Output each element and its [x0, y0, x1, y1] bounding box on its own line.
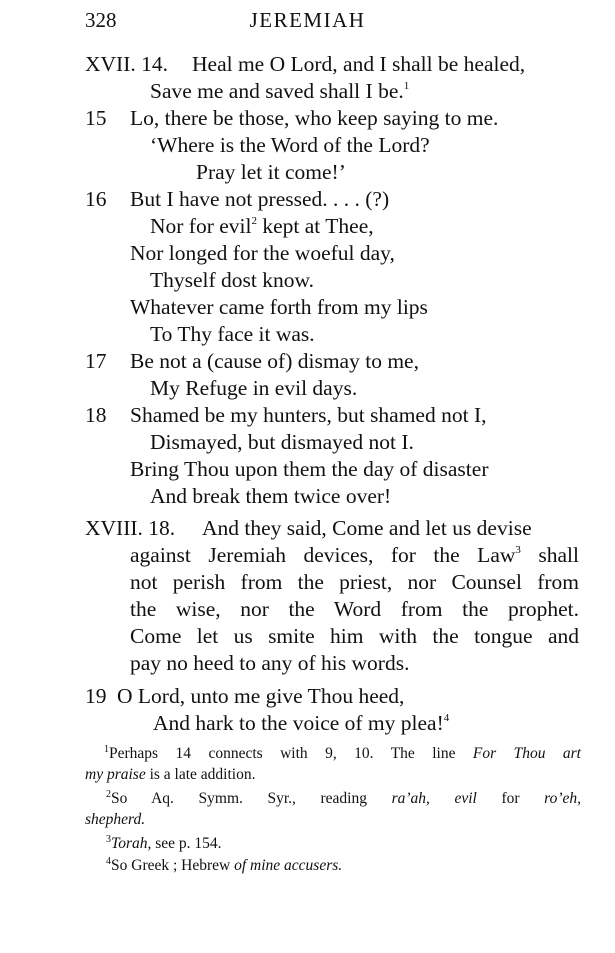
prose-line: pay no heed to any of his words. — [130, 651, 410, 675]
verse-line: Nor longed for the woeful day, — [130, 241, 395, 265]
verse-line: Bring Thou upon them the day of disaster — [130, 457, 489, 481]
footnote-marker: 4 — [443, 712, 450, 724]
verse-line: My Refuge in evil days. — [150, 376, 358, 400]
prose-line: Come let us smite him with the tongue and — [130, 624, 579, 648]
prose-line: And they said, Come and let us devise — [202, 516, 532, 540]
verse-line: And break them twice over! — [150, 484, 392, 508]
footnote-marker: 2 — [251, 215, 257, 227]
verse-line: O Lord, unto me give Thou heed, — [117, 684, 405, 708]
verse-line: Be not a (cause of) dismay to me, — [130, 349, 419, 373]
verse-line: Thyself dost know. — [150, 268, 315, 292]
verse-line: Heal me O Lord, and I shall be healed, — [192, 52, 526, 76]
footnote-marker: 1 — [403, 80, 410, 92]
prose-line: the wise, nor the Word from the prophet. — [130, 597, 579, 621]
footnote: $^1$Perhaps 14 connects with 9, 10. The line For Thou art — [104, 744, 581, 762]
footnote: $^3$Torah, see p. 154. — [106, 834, 222, 852]
verse-line: Shamed be my hunters, but shamed not I, — [130, 403, 487, 427]
footnote: $^4$So Greek ; Hebrew of mine accusers. — [106, 856, 343, 874]
verse-number: 19 — [85, 684, 107, 708]
verse-number: 18 — [85, 403, 107, 427]
prose-line: against Jeremiah devices, for the Law$^3$ shall — [130, 543, 579, 567]
footnote: shepherd. — [85, 811, 146, 828]
verse-number: 16 — [85, 187, 107, 211]
verse-number: 17 — [85, 349, 107, 373]
running-title: JEREMIAH — [249, 8, 366, 32]
verse-line: Pray let it come!’ — [196, 160, 346, 184]
verse-line: Nor for evil$^2$ kept at Thee, — [150, 214, 374, 238]
verse-line: To Thy face it was. — [150, 322, 315, 346]
footnote: my praise is a late addition. — [85, 766, 256, 783]
verse-number: XVIII. 18. — [85, 516, 176, 540]
verse-line: ‘Where is the Word of the Lord? — [150, 133, 430, 157]
verse-line: Save me and saved shall I be.$^1$ — [150, 79, 410, 103]
verse-line: And hark to the voice of my plea!$^4$ — [153, 711, 450, 735]
verse-line: Dismayed, but dismayed not I. — [150, 430, 414, 454]
prose-line: not perish from the priest, nor Counsel from — [130, 570, 579, 594]
verse-number: 15 — [85, 106, 107, 130]
verse-line: Lo, there be those, who keep saying to me. — [130, 106, 499, 130]
page-number: 328 — [85, 8, 117, 32]
footnote-marker: 3 — [515, 544, 521, 556]
verse-line: But I have not pressed. . . . (?) — [130, 187, 390, 211]
verse-number: XVII. 14. — [85, 52, 168, 76]
footnote: $^2$So Aq. Symm. Syr., reading ra’ah, evil for ro’eh, — [106, 789, 581, 807]
verse-line: Whatever came forth from my lips — [130, 295, 428, 319]
